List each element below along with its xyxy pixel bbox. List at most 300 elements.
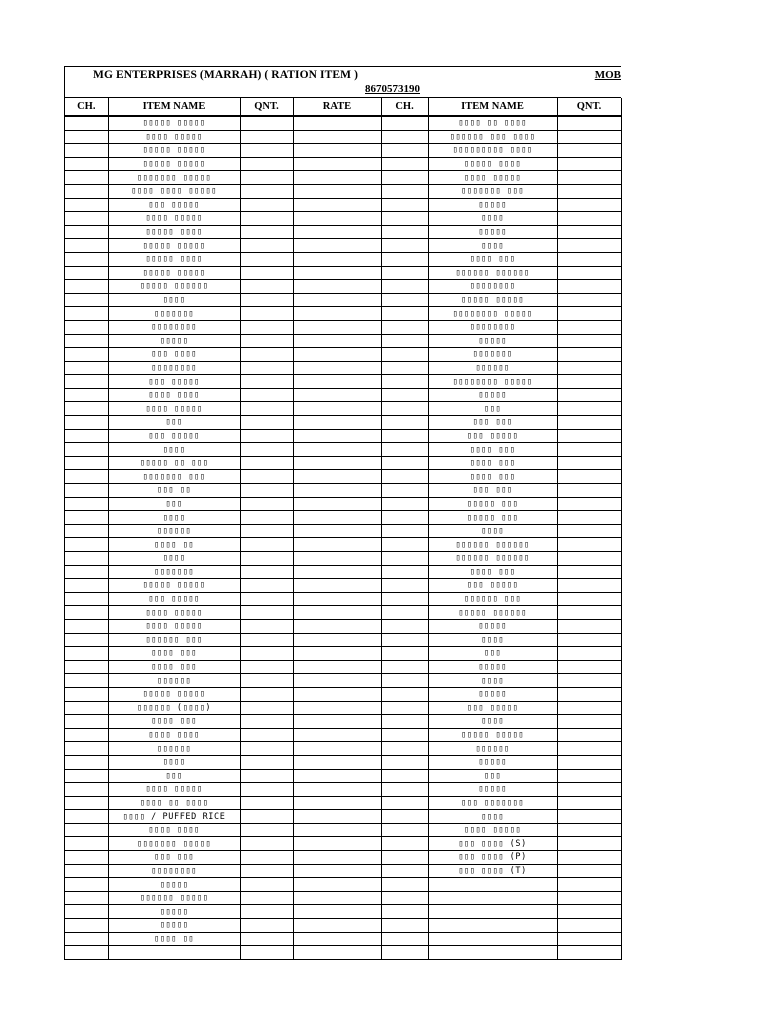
qnt-cell[interactable] xyxy=(240,198,293,212)
qnt-cell[interactable] xyxy=(240,579,293,593)
ch-cell[interactable] xyxy=(381,755,428,769)
qnt-cell[interactable] xyxy=(557,388,621,402)
qnt-cell[interactable] xyxy=(240,443,293,457)
rate-cell[interactable] xyxy=(293,497,381,511)
qnt-cell[interactable] xyxy=(557,538,621,552)
ch-cell[interactable] xyxy=(381,919,428,933)
rate-cell[interactable] xyxy=(293,456,381,470)
qnt-cell[interactable] xyxy=(240,225,293,239)
qnt-cell[interactable] xyxy=(240,184,293,198)
ch-cell[interactable] xyxy=(381,796,428,810)
qnt-cell[interactable] xyxy=(240,851,293,865)
qnt-cell[interactable] xyxy=(557,878,621,892)
ch-cell[interactable] xyxy=(65,252,108,266)
qnt-cell[interactable] xyxy=(240,728,293,742)
qnt-cell[interactable] xyxy=(557,225,621,239)
rate-cell[interactable] xyxy=(293,130,381,144)
rate-cell[interactable] xyxy=(293,198,381,212)
rate-cell[interactable] xyxy=(293,157,381,171)
rate-cell[interactable] xyxy=(293,184,381,198)
ch-cell[interactable] xyxy=(381,361,428,375)
qnt-cell[interactable] xyxy=(240,946,293,960)
qnt-cell[interactable] xyxy=(240,810,293,824)
ch-cell[interactable] xyxy=(381,946,428,960)
ch-cell[interactable] xyxy=(65,361,108,375)
qnt-cell[interactable] xyxy=(557,171,621,185)
ch-cell[interactable] xyxy=(381,837,428,851)
ch-cell[interactable] xyxy=(65,674,108,688)
rate-cell[interactable] xyxy=(293,932,381,946)
ch-cell[interactable] xyxy=(65,946,108,960)
ch-cell[interactable] xyxy=(381,579,428,593)
rate-cell[interactable] xyxy=(293,565,381,579)
qnt-cell[interactable] xyxy=(240,755,293,769)
rate-cell[interactable] xyxy=(293,144,381,158)
ch-cell[interactable] xyxy=(381,565,428,579)
ch-cell[interactable] xyxy=(65,348,108,362)
qnt-cell[interactable] xyxy=(557,198,621,212)
ch-cell[interactable] xyxy=(381,552,428,566)
ch-cell[interactable] xyxy=(381,252,428,266)
qnt-cell[interactable] xyxy=(240,538,293,552)
rate-cell[interactable] xyxy=(293,225,381,239)
qnt-cell[interactable] xyxy=(240,864,293,878)
qnt-cell[interactable] xyxy=(557,579,621,593)
qnt-cell[interactable] xyxy=(557,157,621,171)
rate-cell[interactable] xyxy=(293,674,381,688)
rate-cell[interactable] xyxy=(293,837,381,851)
ch-cell[interactable] xyxy=(381,932,428,946)
ch-cell[interactable] xyxy=(65,484,108,498)
ch-cell[interactable] xyxy=(65,878,108,892)
rate-cell[interactable] xyxy=(293,905,381,919)
qnt-cell[interactable] xyxy=(557,307,621,321)
ch-cell[interactable] xyxy=(381,198,428,212)
ch-cell[interactable] xyxy=(381,334,428,348)
qnt-cell[interactable] xyxy=(240,837,293,851)
qnt-cell[interactable] xyxy=(557,919,621,933)
rate-cell[interactable] xyxy=(293,823,381,837)
rate-cell[interactable] xyxy=(293,783,381,797)
qnt-cell[interactable] xyxy=(240,905,293,919)
ch-cell[interactable] xyxy=(381,647,428,661)
ch-cell[interactable] xyxy=(381,728,428,742)
rate-cell[interactable] xyxy=(293,266,381,280)
qnt-cell[interactable] xyxy=(557,334,621,348)
qnt-cell[interactable] xyxy=(240,116,293,130)
qnt-cell[interactable] xyxy=(557,470,621,484)
rate-cell[interactable] xyxy=(293,742,381,756)
ch-cell[interactable] xyxy=(381,307,428,321)
ch-cell[interactable] xyxy=(381,280,428,294)
qnt-cell[interactable] xyxy=(240,592,293,606)
ch-cell[interactable] xyxy=(65,334,108,348)
qnt-cell[interactable] xyxy=(557,266,621,280)
ch-cell[interactable] xyxy=(65,144,108,158)
rate-cell[interactable] xyxy=(293,660,381,674)
ch-cell[interactable] xyxy=(381,592,428,606)
qnt-cell[interactable] xyxy=(557,905,621,919)
qnt-cell[interactable] xyxy=(557,701,621,715)
qnt-cell[interactable] xyxy=(240,470,293,484)
qnt-cell[interactable] xyxy=(240,497,293,511)
qnt-cell[interactable] xyxy=(240,715,293,729)
rate-cell[interactable] xyxy=(293,687,381,701)
qnt-cell[interactable] xyxy=(557,932,621,946)
ch-cell[interactable] xyxy=(65,932,108,946)
qnt-cell[interactable] xyxy=(557,851,621,865)
rate-cell[interactable] xyxy=(293,891,381,905)
ch-cell[interactable] xyxy=(381,905,428,919)
qnt-cell[interactable] xyxy=(557,715,621,729)
qnt-cell[interactable] xyxy=(557,443,621,457)
ch-cell[interactable] xyxy=(381,416,428,430)
qnt-cell[interactable] xyxy=(240,796,293,810)
ch-cell[interactable] xyxy=(65,116,108,130)
qnt-cell[interactable] xyxy=(557,348,621,362)
ch-cell[interactable] xyxy=(381,538,428,552)
ch-cell[interactable] xyxy=(65,443,108,457)
qnt-cell[interactable] xyxy=(557,402,621,416)
qnt-cell[interactable] xyxy=(557,497,621,511)
qnt-cell[interactable] xyxy=(557,252,621,266)
ch-cell[interactable] xyxy=(65,919,108,933)
rate-cell[interactable] xyxy=(293,388,381,402)
ch-cell[interactable] xyxy=(65,823,108,837)
ch-cell[interactable] xyxy=(381,511,428,525)
rate-cell[interactable] xyxy=(293,116,381,130)
ch-cell[interactable] xyxy=(65,171,108,185)
qnt-cell[interactable] xyxy=(557,552,621,566)
qnt-cell[interactable] xyxy=(240,239,293,253)
rate-cell[interactable] xyxy=(293,171,381,185)
qnt-cell[interactable] xyxy=(240,823,293,837)
ch-cell[interactable] xyxy=(65,810,108,824)
qnt-cell[interactable] xyxy=(557,647,621,661)
ch-cell[interactable] xyxy=(381,429,428,443)
ch-cell[interactable] xyxy=(65,402,108,416)
ch-cell[interactable] xyxy=(381,497,428,511)
rate-cell[interactable] xyxy=(293,769,381,783)
qnt-cell[interactable] xyxy=(557,769,621,783)
ch-cell[interactable] xyxy=(65,742,108,756)
ch-cell[interactable] xyxy=(381,402,428,416)
ch-cell[interactable] xyxy=(381,171,428,185)
qnt-cell[interactable] xyxy=(240,633,293,647)
ch-cell[interactable] xyxy=(65,280,108,294)
ch-cell[interactable] xyxy=(381,687,428,701)
qnt-cell[interactable] xyxy=(557,144,621,158)
qnt-cell[interactable] xyxy=(557,823,621,837)
ch-cell[interactable] xyxy=(65,239,108,253)
ch-cell[interactable] xyxy=(381,878,428,892)
qnt-cell[interactable] xyxy=(240,783,293,797)
qnt-cell[interactable] xyxy=(557,592,621,606)
ch-cell[interactable] xyxy=(381,524,428,538)
qnt-cell[interactable] xyxy=(240,144,293,158)
rate-cell[interactable] xyxy=(293,348,381,362)
rate-cell[interactable] xyxy=(293,307,381,321)
qnt-cell[interactable] xyxy=(557,674,621,688)
qnt-cell[interactable] xyxy=(240,552,293,566)
ch-cell[interactable] xyxy=(381,823,428,837)
qnt-cell[interactable] xyxy=(557,660,621,674)
ch-cell[interactable] xyxy=(65,755,108,769)
rate-cell[interactable] xyxy=(293,946,381,960)
rate-cell[interactable] xyxy=(293,524,381,538)
rate-cell[interactable] xyxy=(293,647,381,661)
qnt-cell[interactable] xyxy=(557,633,621,647)
qnt-cell[interactable] xyxy=(557,728,621,742)
ch-cell[interactable] xyxy=(381,864,428,878)
ch-cell[interactable] xyxy=(381,456,428,470)
ch-cell[interactable] xyxy=(65,851,108,865)
ch-cell[interactable] xyxy=(381,375,428,389)
rate-cell[interactable] xyxy=(293,538,381,552)
ch-cell[interactable] xyxy=(381,783,428,797)
qnt-cell[interactable] xyxy=(240,769,293,783)
qnt-cell[interactable] xyxy=(240,701,293,715)
rate-cell[interactable] xyxy=(293,619,381,633)
rate-cell[interactable] xyxy=(293,851,381,865)
ch-cell[interactable] xyxy=(65,470,108,484)
ch-cell[interactable] xyxy=(381,810,428,824)
qnt-cell[interactable] xyxy=(240,334,293,348)
rate-cell[interactable] xyxy=(293,810,381,824)
qnt-cell[interactable] xyxy=(240,416,293,430)
qnt-cell[interactable] xyxy=(557,239,621,253)
qnt-cell[interactable] xyxy=(557,687,621,701)
ch-cell[interactable] xyxy=(65,212,108,226)
qnt-cell[interactable] xyxy=(240,484,293,498)
qnt-cell[interactable] xyxy=(240,878,293,892)
qnt-cell[interactable] xyxy=(557,796,621,810)
qnt-cell[interactable] xyxy=(240,280,293,294)
rate-cell[interactable] xyxy=(293,919,381,933)
ch-cell[interactable] xyxy=(65,524,108,538)
ch-cell[interactable] xyxy=(381,470,428,484)
ch-cell[interactable] xyxy=(381,891,428,905)
ch-cell[interactable] xyxy=(381,660,428,674)
ch-cell[interactable] xyxy=(381,674,428,688)
qnt-cell[interactable] xyxy=(557,742,621,756)
ch-cell[interactable] xyxy=(65,416,108,430)
ch-cell[interactable] xyxy=(65,619,108,633)
rate-cell[interactable] xyxy=(293,864,381,878)
qnt-cell[interactable] xyxy=(557,810,621,824)
qnt-cell[interactable] xyxy=(240,932,293,946)
qnt-cell[interactable] xyxy=(240,402,293,416)
qnt-cell[interactable] xyxy=(240,891,293,905)
ch-cell[interactable] xyxy=(65,320,108,334)
ch-cell[interactable] xyxy=(381,715,428,729)
qnt-cell[interactable] xyxy=(240,511,293,525)
qnt-cell[interactable] xyxy=(557,619,621,633)
ch-cell[interactable] xyxy=(65,796,108,810)
ch-cell[interactable] xyxy=(381,606,428,620)
ch-cell[interactable] xyxy=(381,742,428,756)
qnt-cell[interactable] xyxy=(557,891,621,905)
ch-cell[interactable] xyxy=(381,157,428,171)
qnt-cell[interactable] xyxy=(557,524,621,538)
rate-cell[interactable] xyxy=(293,592,381,606)
qnt-cell[interactable] xyxy=(240,687,293,701)
ch-cell[interactable] xyxy=(65,184,108,198)
ch-cell[interactable] xyxy=(65,905,108,919)
ch-cell[interactable] xyxy=(65,266,108,280)
qnt-cell[interactable] xyxy=(557,783,621,797)
rate-cell[interactable] xyxy=(293,361,381,375)
ch-cell[interactable] xyxy=(381,484,428,498)
qnt-cell[interactable] xyxy=(557,212,621,226)
ch-cell[interactable] xyxy=(381,701,428,715)
ch-cell[interactable] xyxy=(65,783,108,797)
ch-cell[interactable] xyxy=(65,456,108,470)
ch-cell[interactable] xyxy=(381,144,428,158)
rate-cell[interactable] xyxy=(293,402,381,416)
qnt-cell[interactable] xyxy=(557,280,621,294)
rate-cell[interactable] xyxy=(293,470,381,484)
ch-cell[interactable] xyxy=(65,592,108,606)
ch-cell[interactable] xyxy=(65,606,108,620)
ch-cell[interactable] xyxy=(381,633,428,647)
qnt-cell[interactable] xyxy=(557,755,621,769)
ch-cell[interactable] xyxy=(65,538,108,552)
rate-cell[interactable] xyxy=(293,443,381,457)
rate-cell[interactable] xyxy=(293,375,381,389)
rate-cell[interactable] xyxy=(293,280,381,294)
ch-cell[interactable] xyxy=(65,429,108,443)
ch-cell[interactable] xyxy=(65,497,108,511)
rate-cell[interactable] xyxy=(293,701,381,715)
ch-cell[interactable] xyxy=(381,212,428,226)
ch-cell[interactable] xyxy=(65,198,108,212)
ch-cell[interactable] xyxy=(65,633,108,647)
qnt-cell[interactable] xyxy=(240,524,293,538)
qnt-cell[interactable] xyxy=(240,320,293,334)
qnt-cell[interactable] xyxy=(240,307,293,321)
qnt-cell[interactable] xyxy=(557,511,621,525)
rate-cell[interactable] xyxy=(293,728,381,742)
qnt-cell[interactable] xyxy=(240,252,293,266)
rate-cell[interactable] xyxy=(293,606,381,620)
qnt-cell[interactable] xyxy=(240,456,293,470)
rate-cell[interactable] xyxy=(293,293,381,307)
qnt-cell[interactable] xyxy=(240,674,293,688)
ch-cell[interactable] xyxy=(65,388,108,402)
qnt-cell[interactable] xyxy=(240,293,293,307)
ch-cell[interactable] xyxy=(381,443,428,457)
rate-cell[interactable] xyxy=(293,320,381,334)
rate-cell[interactable] xyxy=(293,334,381,348)
qnt-cell[interactable] xyxy=(557,320,621,334)
rate-cell[interactable] xyxy=(293,552,381,566)
ch-cell[interactable] xyxy=(65,511,108,525)
qnt-cell[interactable] xyxy=(240,171,293,185)
qnt-cell[interactable] xyxy=(240,388,293,402)
qnt-cell[interactable] xyxy=(240,157,293,171)
ch-cell[interactable] xyxy=(65,579,108,593)
ch-cell[interactable] xyxy=(65,715,108,729)
rate-cell[interactable] xyxy=(293,633,381,647)
rate-cell[interactable] xyxy=(293,484,381,498)
rate-cell[interactable] xyxy=(293,252,381,266)
ch-cell[interactable] xyxy=(65,701,108,715)
ch-cell[interactable] xyxy=(65,891,108,905)
ch-cell[interactable] xyxy=(65,130,108,144)
qnt-cell[interactable] xyxy=(240,606,293,620)
qnt-cell[interactable] xyxy=(557,484,621,498)
ch-cell[interactable] xyxy=(65,293,108,307)
ch-cell[interactable] xyxy=(381,320,428,334)
rate-cell[interactable] xyxy=(293,579,381,593)
ch-cell[interactable] xyxy=(381,851,428,865)
qnt-cell[interactable] xyxy=(557,116,621,130)
qnt-cell[interactable] xyxy=(557,375,621,389)
qnt-cell[interactable] xyxy=(240,919,293,933)
qnt-cell[interactable] xyxy=(557,946,621,960)
ch-cell[interactable] xyxy=(65,565,108,579)
rate-cell[interactable] xyxy=(293,755,381,769)
rate-cell[interactable] xyxy=(293,796,381,810)
ch-cell[interactable] xyxy=(381,293,428,307)
rate-cell[interactable] xyxy=(293,239,381,253)
qnt-cell[interactable] xyxy=(240,375,293,389)
ch-cell[interactable] xyxy=(381,239,428,253)
ch-cell[interactable] xyxy=(381,116,428,130)
ch-cell[interactable] xyxy=(381,348,428,362)
qnt-cell[interactable] xyxy=(240,660,293,674)
ch-cell[interactable] xyxy=(381,769,428,783)
qnt-cell[interactable] xyxy=(557,837,621,851)
qnt-cell[interactable] xyxy=(240,565,293,579)
qnt-cell[interactable] xyxy=(240,742,293,756)
ch-cell[interactable] xyxy=(65,552,108,566)
ch-cell[interactable] xyxy=(65,864,108,878)
qnt-cell[interactable] xyxy=(557,429,621,443)
qnt-cell[interactable] xyxy=(557,184,621,198)
qnt-cell[interactable] xyxy=(557,416,621,430)
ch-cell[interactable] xyxy=(65,687,108,701)
ch-cell[interactable] xyxy=(65,837,108,851)
qnt-cell[interactable] xyxy=(557,130,621,144)
ch-cell[interactable] xyxy=(65,307,108,321)
qnt-cell[interactable] xyxy=(240,619,293,633)
ch-cell[interactable] xyxy=(381,130,428,144)
qnt-cell[interactable] xyxy=(557,565,621,579)
ch-cell[interactable] xyxy=(65,728,108,742)
ch-cell[interactable] xyxy=(381,266,428,280)
rate-cell[interactable] xyxy=(293,878,381,892)
ch-cell[interactable] xyxy=(381,225,428,239)
ch-cell[interactable] xyxy=(65,660,108,674)
qnt-cell[interactable] xyxy=(557,606,621,620)
qnt-cell[interactable] xyxy=(240,266,293,280)
rate-cell[interactable] xyxy=(293,212,381,226)
ch-cell[interactable] xyxy=(65,225,108,239)
qnt-cell[interactable] xyxy=(557,361,621,375)
qnt-cell[interactable] xyxy=(240,130,293,144)
qnt-cell[interactable] xyxy=(240,647,293,661)
ch-cell[interactable] xyxy=(65,375,108,389)
qnt-cell[interactable] xyxy=(240,429,293,443)
ch-cell[interactable] xyxy=(65,157,108,171)
qnt-cell[interactable] xyxy=(240,361,293,375)
rate-cell[interactable] xyxy=(293,429,381,443)
qnt-cell[interactable] xyxy=(557,864,621,878)
rate-cell[interactable] xyxy=(293,416,381,430)
ch-cell[interactable] xyxy=(65,647,108,661)
